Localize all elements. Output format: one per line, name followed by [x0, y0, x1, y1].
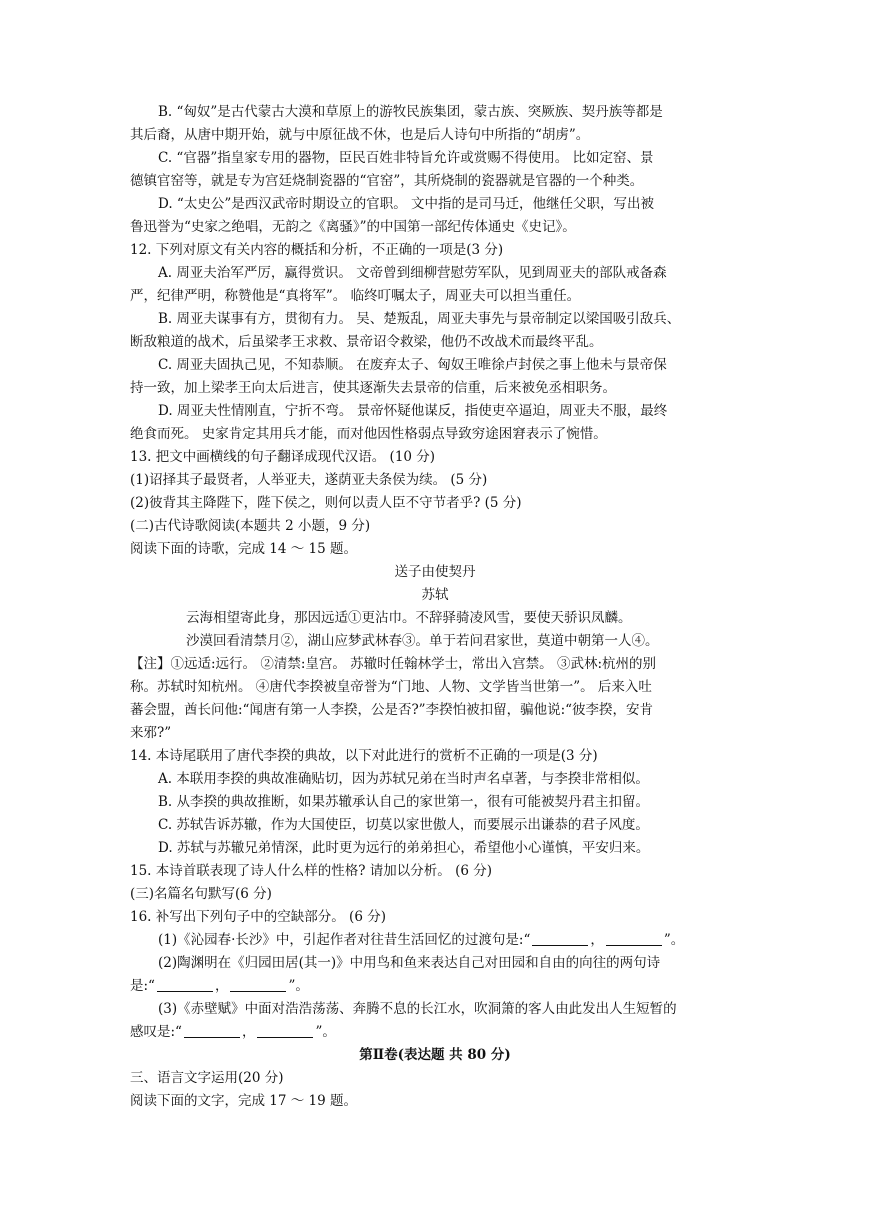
poetry-instruction: 阅读下面的诗歌，完成 14 ～ 15 题。: [130, 541, 358, 557]
answer-blank: [257, 1023, 313, 1038]
q16-sub-3-line-1: (3)《赤壁赋》中面对浩浩荡荡、奔腾不息的长江水，吹洞箫的客人由此发出人生短暂的: [158, 1001, 677, 1017]
option-b-line-1: B. “匈奴”是古代蒙古大漠和草原上的游牧民族集团，蒙古族、突厥族、契丹族等都是: [158, 104, 663, 120]
answer-blank: [184, 1023, 240, 1038]
q12-option-d-line-1: D. 周亚夫性情刚直，宁折不弯。 景帝怀疑他谋反，指使吏卒逼迫，周亚夫不服，最终: [158, 403, 668, 419]
poem-note-line-1: 【注】①远适:远行。 ②清禁:皇宫。 苏辙时任翰林学士，常出入宫禁。 ③武林:杭州的别: [130, 656, 657, 672]
poem-note-line-4: 来邪?”: [130, 725, 172, 741]
q12-option-b-line-2: 断敌粮道的战术，后虽梁孝王求救、景帝诏令救梁，他仍不改战术而最终平乱。: [130, 334, 603, 350]
q14-option-a: A. 本联用李揆的典故准确贴切，因为苏轼兄弟在当时声名卓著，与李揆非常相似。: [158, 771, 649, 787]
option-c-line-2: 德镇官窑等，就是专为宫廷烧制瓷器的“官窑”，其所烧制的瓷器就是官器的一个种类。: [130, 173, 644, 189]
question-16: 16. 补写出下列句子中的空缺部分。 (6 分): [130, 909, 386, 925]
poem-title: 送子由使契丹: [394, 564, 476, 580]
q16-sub-3-prefix: 感叹是:“: [130, 1024, 182, 1040]
q16-sub-1: [158, 929, 740, 951]
answer-blank: [230, 977, 286, 992]
q14-option-c: C. 苏轼告诉苏辙，作为大国使臣，切莫以家世傲人，而要展示出谦恭的君子风度。: [158, 817, 649, 833]
q13-sub-1: (1)诏择其子最贤者，人举亚夫，遂荫亚夫条侯为续。 (5 分): [130, 472, 488, 488]
q12-option-c-line-2: 持一致，加上梁孝王向太后进言，使其逐渐失去景帝的信重，后来被免丞相职务。: [130, 380, 616, 396]
q16-sub-2-prefix: 是:“: [130, 978, 155, 994]
q13-sub-2: (2)彼背其主降陛下，陛下侯之，则何以责人臣不守节者乎? (5 分): [130, 495, 522, 511]
q12-option-c-line-1: C. 周亚夫固执己见，不知恭顺。 在废弃太子、匈奴王唯徐卢封侯之事上他未与景帝保: [158, 357, 667, 373]
section-poetry-heading: (二)古代诗歌阅读(本题共 2 小题，9 分): [130, 518, 371, 534]
q16-sub-3-line-2: [130, 1021, 740, 1043]
q12-option-a-line-2: 严，纪律严明，称赞他是“真将军”。 临终叮嘱太子，周亚夫可以担当重任。: [130, 288, 581, 304]
comma: ，: [241, 1024, 256, 1040]
question-14: 14. 本诗尾联用了唐代李揆的典故，以下对此进行的赏析不正确的一项是(3 分): [130, 748, 598, 764]
answer-blank: [157, 977, 213, 992]
option-d-line-1: D. “太史公”是西汉武帝时期设立的官职。 文中指的是司马迁，他继任父职，写出被: [158, 196, 655, 212]
q14-option-b: B. 从李揆的典故推断，如果苏辙承认自己的家世第一，很有可能被契丹君主扣留。: [158, 794, 650, 810]
option-c-line-1: C. “官器”指皇家专用的器物，臣民百姓非特旨允许或赏赐不得使用。 比如定窑、景: [158, 150, 654, 166]
comma: ，: [590, 932, 604, 948]
option-d-line-2: 鲁迅誉为“史家之绝唱，无韵之《离骚》”的中国第一部纪传体通史《史记》。: [130, 219, 576, 235]
section-language-heading: 三、语言文字运用(20 分): [130, 1070, 284, 1086]
question-12: 12. 下列对原文有关内容的概括和分析，不正确的一项是(3 分): [130, 242, 504, 258]
q12-option-a-line-1: A. 周亚夫治军严厉，赢得赏识。 文帝曾到细柳营慰劳军队，见到周亚夫的部队戒备森: [158, 265, 667, 281]
q14-option-d: D. 苏轼与苏辙兄弟情深，此时更为远行的弟弟担心，希望他小心谨慎，平安归来。: [158, 840, 650, 856]
question-13: 13. 把文中画横线的句子翻译成现代汉语。 (10 分): [130, 449, 436, 465]
q12-option-d-line-2: 绝食而死。 史家肯定其用兵才能，而对他因性格弱点导致穷途困窘表示了惋惜。: [130, 426, 607, 442]
volume-2-title: 第Ⅱ卷(表达题 共 80 分): [359, 1047, 511, 1063]
q16-sub-1-text: (1)《沁园春·长沙》中，引起作者对往昔生活回忆的过渡句是:“: [158, 932, 531, 948]
q12-option-b-line-1: B. 周亚夫谋事有方，贯彻有力。 吴、楚叛乱，周亚夫事先与景帝制定以梁国吸引敌兵、: [158, 311, 681, 327]
poem-line-2: 沙漠回看清禁月②，湖山应梦武林春③。单于若问君家世，莫道中朝第一人④。: [186, 633, 659, 649]
poem-note-line-2: 称。苏轼时知杭州。 ④唐代李揆被皇帝誉为“门地、人物、文学皆当世第一”。 后来入吐: [130, 679, 652, 695]
q16-sub-2-line-1: (2)陶渊明在《归园田居(其一)》中用鸟和鱼来表达自己对田园和自由的向往的两句诗: [158, 955, 661, 971]
question-15: 15. 本诗首联表现了诗人什么样的性格? 请加以分析。 (6 分): [130, 863, 492, 879]
poem-line-1: 云海相望寄此身，那因远适①更沾巾。不辞驿骑凌风雪，要使天骄识凤麟。: [186, 610, 632, 626]
poem-author: 苏轼: [421, 587, 449, 603]
poem-note-line-3: 蕃会盟，酋长问他:“闻唐有第一人李揆，公是否?”李揆怕被扣留，骗他说:“彼李揆，安肯: [130, 702, 654, 718]
q16-sub-2-line-2: [130, 975, 740, 997]
close-quote: ”。: [288, 978, 309, 994]
section-dictation-heading: (三)名篇名句默写(6 分): [130, 886, 272, 902]
comma: ，: [214, 978, 229, 994]
option-b-line-2: 其后裔，从唐中期开始，就与中原征战不休，也是后人诗句中所指的“胡虏”。: [130, 127, 590, 143]
answer-blank: [532, 931, 588, 946]
close-quote: ”。: [663, 932, 685, 948]
close-quote: ”。: [315, 1024, 336, 1040]
language-instruction: 阅读下面的文字，完成 17 ～ 19 题。: [130, 1093, 358, 1109]
answer-blank: [606, 931, 662, 946]
